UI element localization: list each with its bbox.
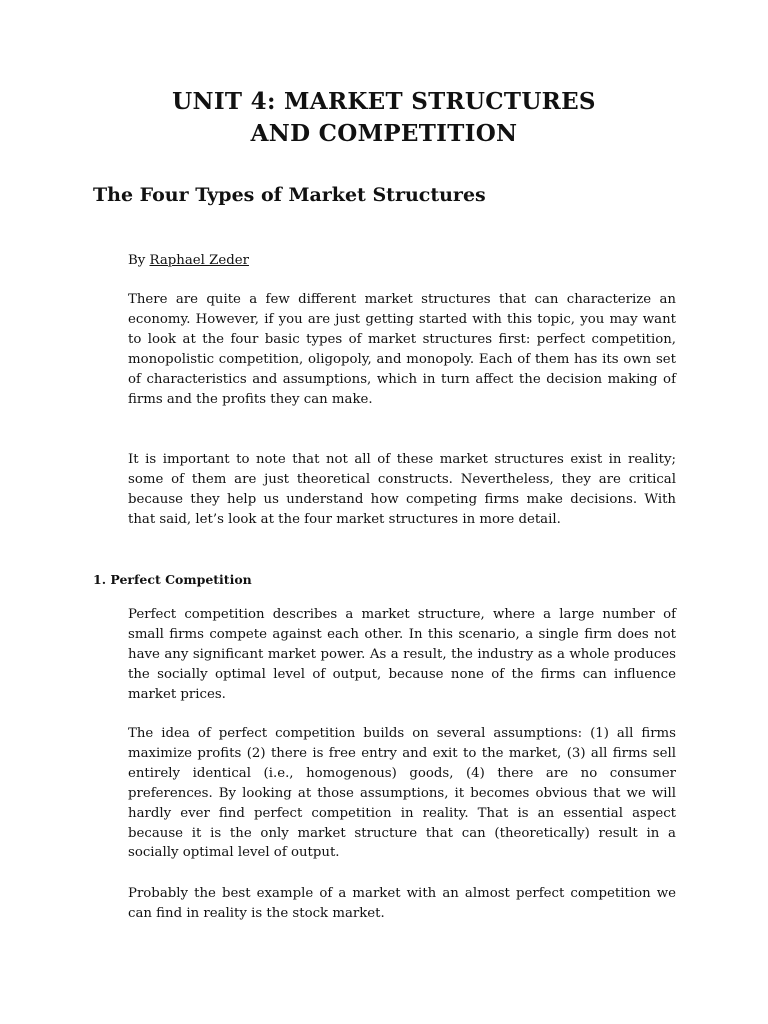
document-title-line-1: UNIT 4: MARKET STRUCTURES	[172, 88, 596, 115]
perfect-competition-paragraph-2: The idea of perfect competition builds on several assumptions: (1) all firms maximize profits (2) there is free entry and exit to the market, (3) all firms sell entirely identical (i.e., homogenous) goods, (4) there are no consumer preferences. By looking at those assumptions, it becomes obvious that we will hardly ever find perfect competition in reality. That is an essential aspect because it is the only market structure that can (theoretically) result in a socially optimal level of output.	[128, 726, 676, 861]
subheading-perfect-competition: 1. Perfect Competition	[93, 572, 252, 587]
byline-prefix: By	[128, 253, 150, 268]
byline	[128, 251, 249, 271]
perfect-competition-paragraph-3: Probably the best example of a market with an almost perfect competition we can find in reality is the stock market.	[128, 886, 676, 921]
perfect-competition-paragraph-1: Perfect competition describes a market structure, where a large number of small firms compete against each other. In this scenario, a single firm does not have any significant market power. As a result, the industry as a whole produces the socially optimal level of output, because none of the firms can influence market prices.	[128, 607, 676, 702]
section-title: The Four Types of Market Structures	[93, 184, 486, 206]
document-title-line-2: AND COMPETITION	[250, 120, 518, 147]
intro-paragraph-2: It is important to note that not all of these market structures exist in reality; some of them are just theoretical constructs. Nevertheless, they are critical because they help us understand how competing firms make decisions. With that said, let’s look at the four market structures in more detail.	[128, 452, 676, 527]
document-title	[0, 86, 768, 150]
intro-paragraph-1: There are quite a few different market structures that can characterize an economy. However, if you are just getting started with this topic, you may want to look at the four basic types of market structures first: perfect competition, monopolistic competition, oligopoly, and monopoly. Each of them has its own set of characteristics and assumptions, which in turn affect the decision making of firms and the profits they can make.	[128, 292, 676, 407]
author-link[interactable]: Raphael Zeder	[149, 253, 249, 268]
